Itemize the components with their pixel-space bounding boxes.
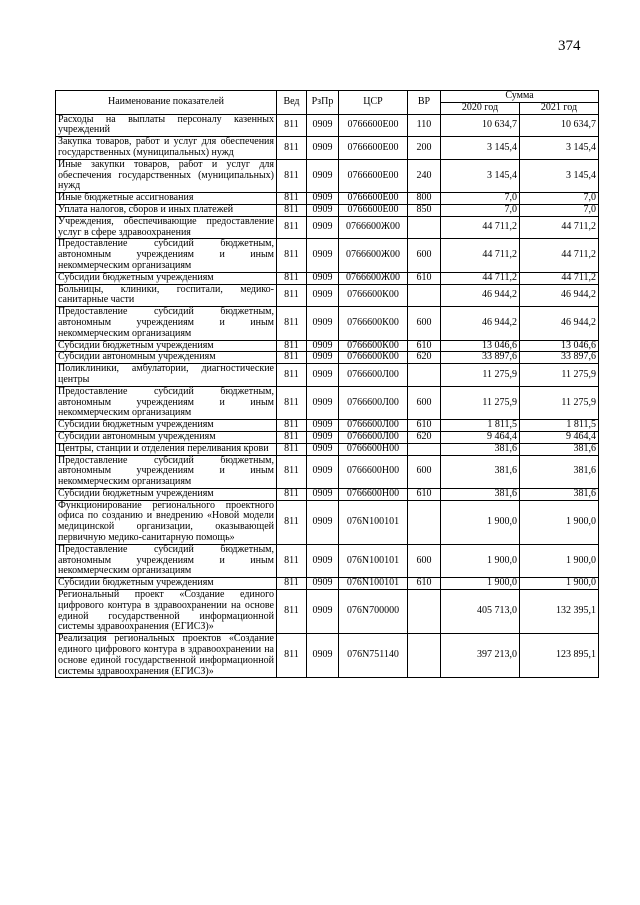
table-row	[56, 544, 599, 577]
row-csr: 0766600Е00	[339, 193, 408, 205]
row-csr: 076N100101	[339, 578, 408, 590]
row-vr	[408, 590, 441, 634]
table-row	[56, 500, 599, 544]
row-sum-2021: 13 046,6	[520, 340, 599, 352]
table-row	[56, 272, 599, 284]
row-sum-2020: 44 711,2	[441, 272, 520, 284]
row-ved: 811	[277, 386, 307, 419]
table-header	[56, 91, 599, 115]
row-ved: 811	[277, 634, 307, 678]
row-ved: 811	[277, 239, 307, 272]
row-name: Учреждения, обеспечивающие предоставление услуг в сфере здравоохранения	[56, 216, 277, 239]
row-name: Субсидии бюджетным учреждениям	[56, 420, 277, 432]
row-vr	[408, 216, 441, 239]
row-name: Больницы, клиники, госпитали, медико-санитарные части	[56, 284, 277, 307]
row-sum-2020: 3 145,4	[441, 137, 520, 160]
row-vr: 600	[408, 239, 441, 272]
row-sum-2021: 1 811,5	[520, 420, 599, 432]
row-sum-2021: 11 275,9	[520, 386, 599, 419]
row-sum-2021: 1 900,0	[520, 500, 599, 544]
row-ved: 811	[277, 455, 307, 488]
row-sum-2020: 11 275,9	[441, 386, 520, 419]
table-row	[56, 364, 599, 387]
row-ved: 811	[277, 544, 307, 577]
row-ved: 811	[277, 114, 307, 137]
table-row	[56, 284, 599, 307]
row-sum-2021: 123 895,1	[520, 634, 599, 678]
row-ved: 811	[277, 578, 307, 590]
row-sum-2021: 381,6	[520, 443, 599, 455]
row-name: Функционирование регионального проектного офиса по созданию и внедрению «Новой модели медицинской организации, оказывающей первичную медико-санитарную помощь»	[56, 500, 277, 544]
row-sum-2020: 10 634,7	[441, 114, 520, 137]
row-sum-2020: 44 711,2	[441, 216, 520, 239]
row-vr: 620	[408, 431, 441, 443]
row-csr: 0766600Н00	[339, 455, 408, 488]
row-name: Реализация региональных проектов «Создание единого цифрового контура в здравоохранении на основе единой государственной информационной системы здравоохранения (ЕГИСЗ)»	[56, 634, 277, 678]
header-vr: ВР	[408, 91, 441, 115]
table-row	[56, 455, 599, 488]
row-name: Субсидии бюджетным учреждениям	[56, 272, 277, 284]
row-rzpr: 0909	[307, 159, 339, 192]
row-rzpr: 0909	[307, 634, 339, 678]
row-ved: 811	[277, 590, 307, 634]
row-sum-2020: 33 897,6	[441, 352, 520, 364]
row-name: Субсидии автономным учреждениям	[56, 431, 277, 443]
row-rzpr: 0909	[307, 443, 339, 455]
header-sum: Сумма	[441, 91, 599, 103]
row-csr: 0766600Ж00	[339, 239, 408, 272]
row-vr: 110	[408, 114, 441, 137]
row-sum-2021: 44 711,2	[520, 216, 599, 239]
row-rzpr: 0909	[307, 420, 339, 432]
row-csr: 0766600Н00	[339, 488, 408, 500]
row-ved: 811	[277, 488, 307, 500]
budget-table	[55, 90, 599, 678]
row-rzpr: 0909	[307, 284, 339, 307]
row-sum-2021: 3 145,4	[520, 159, 599, 192]
row-sum-2020: 3 145,4	[441, 159, 520, 192]
row-sum-2021: 44 711,2	[520, 239, 599, 272]
row-sum-2021: 9 464,4	[520, 431, 599, 443]
row-vr: 620	[408, 352, 441, 364]
row-sum-2021: 7,0	[520, 193, 599, 205]
row-rzpr: 0909	[307, 340, 339, 352]
row-sum-2021: 381,6	[520, 488, 599, 500]
row-sum-2020: 7,0	[441, 204, 520, 216]
row-csr: 0766600К00	[339, 340, 408, 352]
row-sum-2021: 46 944,2	[520, 284, 599, 307]
row-sum-2021: 1 900,0	[520, 544, 599, 577]
row-rzpr: 0909	[307, 500, 339, 544]
row-rzpr: 0909	[307, 114, 339, 137]
table-row	[56, 193, 599, 205]
row-csr: 0766600Л00	[339, 364, 408, 387]
row-vr: 240	[408, 159, 441, 192]
row-sum-2020: 13 046,6	[441, 340, 520, 352]
row-csr: 0766600Ж00	[339, 272, 408, 284]
row-rzpr: 0909	[307, 204, 339, 216]
row-ved: 811	[277, 420, 307, 432]
table-row	[56, 239, 599, 272]
table-row	[56, 216, 599, 239]
row-name: Уплата налогов, сборов и иных платежей	[56, 204, 277, 216]
header-name: Наименование показателей	[56, 91, 277, 115]
row-csr: 0766600К00	[339, 352, 408, 364]
row-rzpr: 0909	[307, 307, 339, 340]
row-vr: 610	[408, 488, 441, 500]
row-csr: 0766600Е00	[339, 137, 408, 160]
row-ved: 811	[277, 500, 307, 544]
row-rzpr: 0909	[307, 590, 339, 634]
row-rzpr: 0909	[307, 544, 339, 577]
row-csr: 076N700000	[339, 590, 408, 634]
row-name: Расходы на выплаты персоналу казенных учреждений	[56, 114, 277, 137]
row-sum-2021: 33 897,6	[520, 352, 599, 364]
row-vr	[408, 443, 441, 455]
row-sum-2020: 46 944,2	[441, 307, 520, 340]
table-row	[56, 114, 599, 137]
table-row	[56, 488, 599, 500]
row-vr	[408, 500, 441, 544]
row-rzpr: 0909	[307, 239, 339, 272]
header-ved: Вед	[277, 91, 307, 115]
row-rzpr: 0909	[307, 364, 339, 387]
table-row	[56, 340, 599, 352]
row-rzpr: 0909	[307, 216, 339, 239]
row-sum-2020: 46 944,2	[441, 284, 520, 307]
row-sum-2020: 1 811,5	[441, 420, 520, 432]
row-vr: 850	[408, 204, 441, 216]
row-sum-2021: 46 944,2	[520, 307, 599, 340]
row-ved: 811	[277, 340, 307, 352]
row-csr: 0766600Е00	[339, 114, 408, 137]
row-ved: 811	[277, 352, 307, 364]
row-csr: 0766600Л00	[339, 431, 408, 443]
header-year-2020: 2020 год	[441, 102, 520, 114]
row-vr: 610	[408, 578, 441, 590]
row-sum-2020: 9 464,4	[441, 431, 520, 443]
row-sum-2020: 1 900,0	[441, 578, 520, 590]
row-name: Предоставление субсидий бюджетным, автономным учреждениям и иным некоммерческим организациям	[56, 307, 277, 340]
row-sum-2021: 7,0	[520, 204, 599, 216]
header-year-2021: 2021 год	[520, 102, 599, 114]
table-row	[56, 443, 599, 455]
row-ved: 811	[277, 443, 307, 455]
row-csr: 0766600Л00	[339, 386, 408, 419]
page-number: 374	[558, 38, 581, 54]
row-vr: 600	[408, 544, 441, 577]
table-row	[56, 431, 599, 443]
row-vr	[408, 284, 441, 307]
row-csr: 076N100101	[339, 544, 408, 577]
row-name: Иные бюджетные ассигнования	[56, 193, 277, 205]
row-ved: 811	[277, 204, 307, 216]
row-sum-2020: 405 713,0	[441, 590, 520, 634]
table-row	[56, 386, 599, 419]
row-name: Субсидии бюджетным учреждениям	[56, 488, 277, 500]
row-rzpr: 0909	[307, 431, 339, 443]
row-sum-2021: 10 634,7	[520, 114, 599, 137]
table-row	[56, 137, 599, 160]
row-rzpr: 0909	[307, 578, 339, 590]
row-sum-2020: 7,0	[441, 193, 520, 205]
row-sum-2021: 1 900,0	[520, 578, 599, 590]
row-ved: 811	[277, 159, 307, 192]
row-name: Поликлиники, амбулатории, диагностические центры	[56, 364, 277, 387]
row-csr: 0766600Н00	[339, 443, 408, 455]
row-vr: 600	[408, 307, 441, 340]
row-ved: 811	[277, 307, 307, 340]
table-body	[56, 114, 599, 678]
row-sum-2020: 381,6	[441, 455, 520, 488]
row-csr: 0766600Л00	[339, 420, 408, 432]
row-sum-2020: 397 213,0	[441, 634, 520, 678]
row-sum-2021: 3 145,4	[520, 137, 599, 160]
row-sum-2021: 132 395,1	[520, 590, 599, 634]
table-row	[56, 634, 599, 678]
row-name: Предоставление субсидий бюджетным, автономным учреждениям и иным некоммерческим организациям	[56, 386, 277, 419]
row-name: Субсидии бюджетным учреждениям	[56, 340, 277, 352]
table-row	[56, 204, 599, 216]
row-sum-2021: 381,6	[520, 455, 599, 488]
table-row	[56, 590, 599, 634]
table-row	[56, 159, 599, 192]
row-sum-2021: 11 275,9	[520, 364, 599, 387]
row-ved: 811	[277, 137, 307, 160]
row-name: Предоставление субсидий бюджетным, автономным учреждениям и иным некоммерческим организациям	[56, 455, 277, 488]
row-csr: 0766600Е00	[339, 204, 408, 216]
row-name: Региональный проект «Создание единого цифрового контура в здравоохранении на основе единой государственной информационной системы здравоохранения (ЕГИСЗ)»	[56, 590, 277, 634]
row-vr: 610	[408, 340, 441, 352]
table-row	[56, 578, 599, 590]
row-name: Центры, станции и отделения переливания крови	[56, 443, 277, 455]
row-vr: 600	[408, 455, 441, 488]
row-csr: 076N100101	[339, 500, 408, 544]
row-rzpr: 0909	[307, 488, 339, 500]
row-sum-2020: 381,6	[441, 488, 520, 500]
row-name: Иные закупки товаров, работ и услуг для обеспечения государственных (муниципальных) нужд	[56, 159, 277, 192]
row-rzpr: 0909	[307, 386, 339, 419]
row-ved: 811	[277, 284, 307, 307]
row-ved: 811	[277, 193, 307, 205]
row-ved: 811	[277, 364, 307, 387]
row-name: Субсидии автономным учреждениям	[56, 352, 277, 364]
row-ved: 811	[277, 431, 307, 443]
row-sum-2020: 44 711,2	[441, 239, 520, 272]
row-rzpr: 0909	[307, 137, 339, 160]
row-csr: 0766600К00	[339, 307, 408, 340]
row-rzpr: 0909	[307, 193, 339, 205]
row-csr: 0766600Е00	[339, 159, 408, 192]
row-sum-2020: 11 275,9	[441, 364, 520, 387]
row-sum-2020: 1 900,0	[441, 544, 520, 577]
table-row	[56, 420, 599, 432]
table-row	[56, 352, 599, 364]
row-vr: 610	[408, 272, 441, 284]
row-vr	[408, 364, 441, 387]
row-rzpr: 0909	[307, 272, 339, 284]
row-name: Предоставление субсидий бюджетным, автономным учреждениям и иным некоммерческим организациям	[56, 239, 277, 272]
table-row	[56, 307, 599, 340]
row-vr	[408, 634, 441, 678]
row-csr: 0766600Ж00	[339, 216, 408, 239]
row-vr: 600	[408, 386, 441, 419]
header-csr: ЦСР	[339, 91, 408, 115]
row-csr: 0766600К00	[339, 284, 408, 307]
row-ved: 811	[277, 272, 307, 284]
row-name: Субсидии бюджетным учреждениям	[56, 578, 277, 590]
row-csr: 076N751140	[339, 634, 408, 678]
row-ved: 811	[277, 216, 307, 239]
row-vr: 800	[408, 193, 441, 205]
row-vr: 610	[408, 420, 441, 432]
row-sum-2020: 381,6	[441, 443, 520, 455]
row-sum-2020: 1 900,0	[441, 500, 520, 544]
row-rzpr: 0909	[307, 455, 339, 488]
row-name: Предоставление субсидий бюджетным, автономным учреждениям и иным некоммерческим организациям	[56, 544, 277, 577]
row-vr: 200	[408, 137, 441, 160]
header-rzpr: РзПр	[307, 91, 339, 115]
row-name: Закупка товаров, работ и услуг для обеспечения государственных (муниципальных) нужд	[56, 137, 277, 160]
row-rzpr: 0909	[307, 352, 339, 364]
row-sum-2021: 44 711,2	[520, 272, 599, 284]
